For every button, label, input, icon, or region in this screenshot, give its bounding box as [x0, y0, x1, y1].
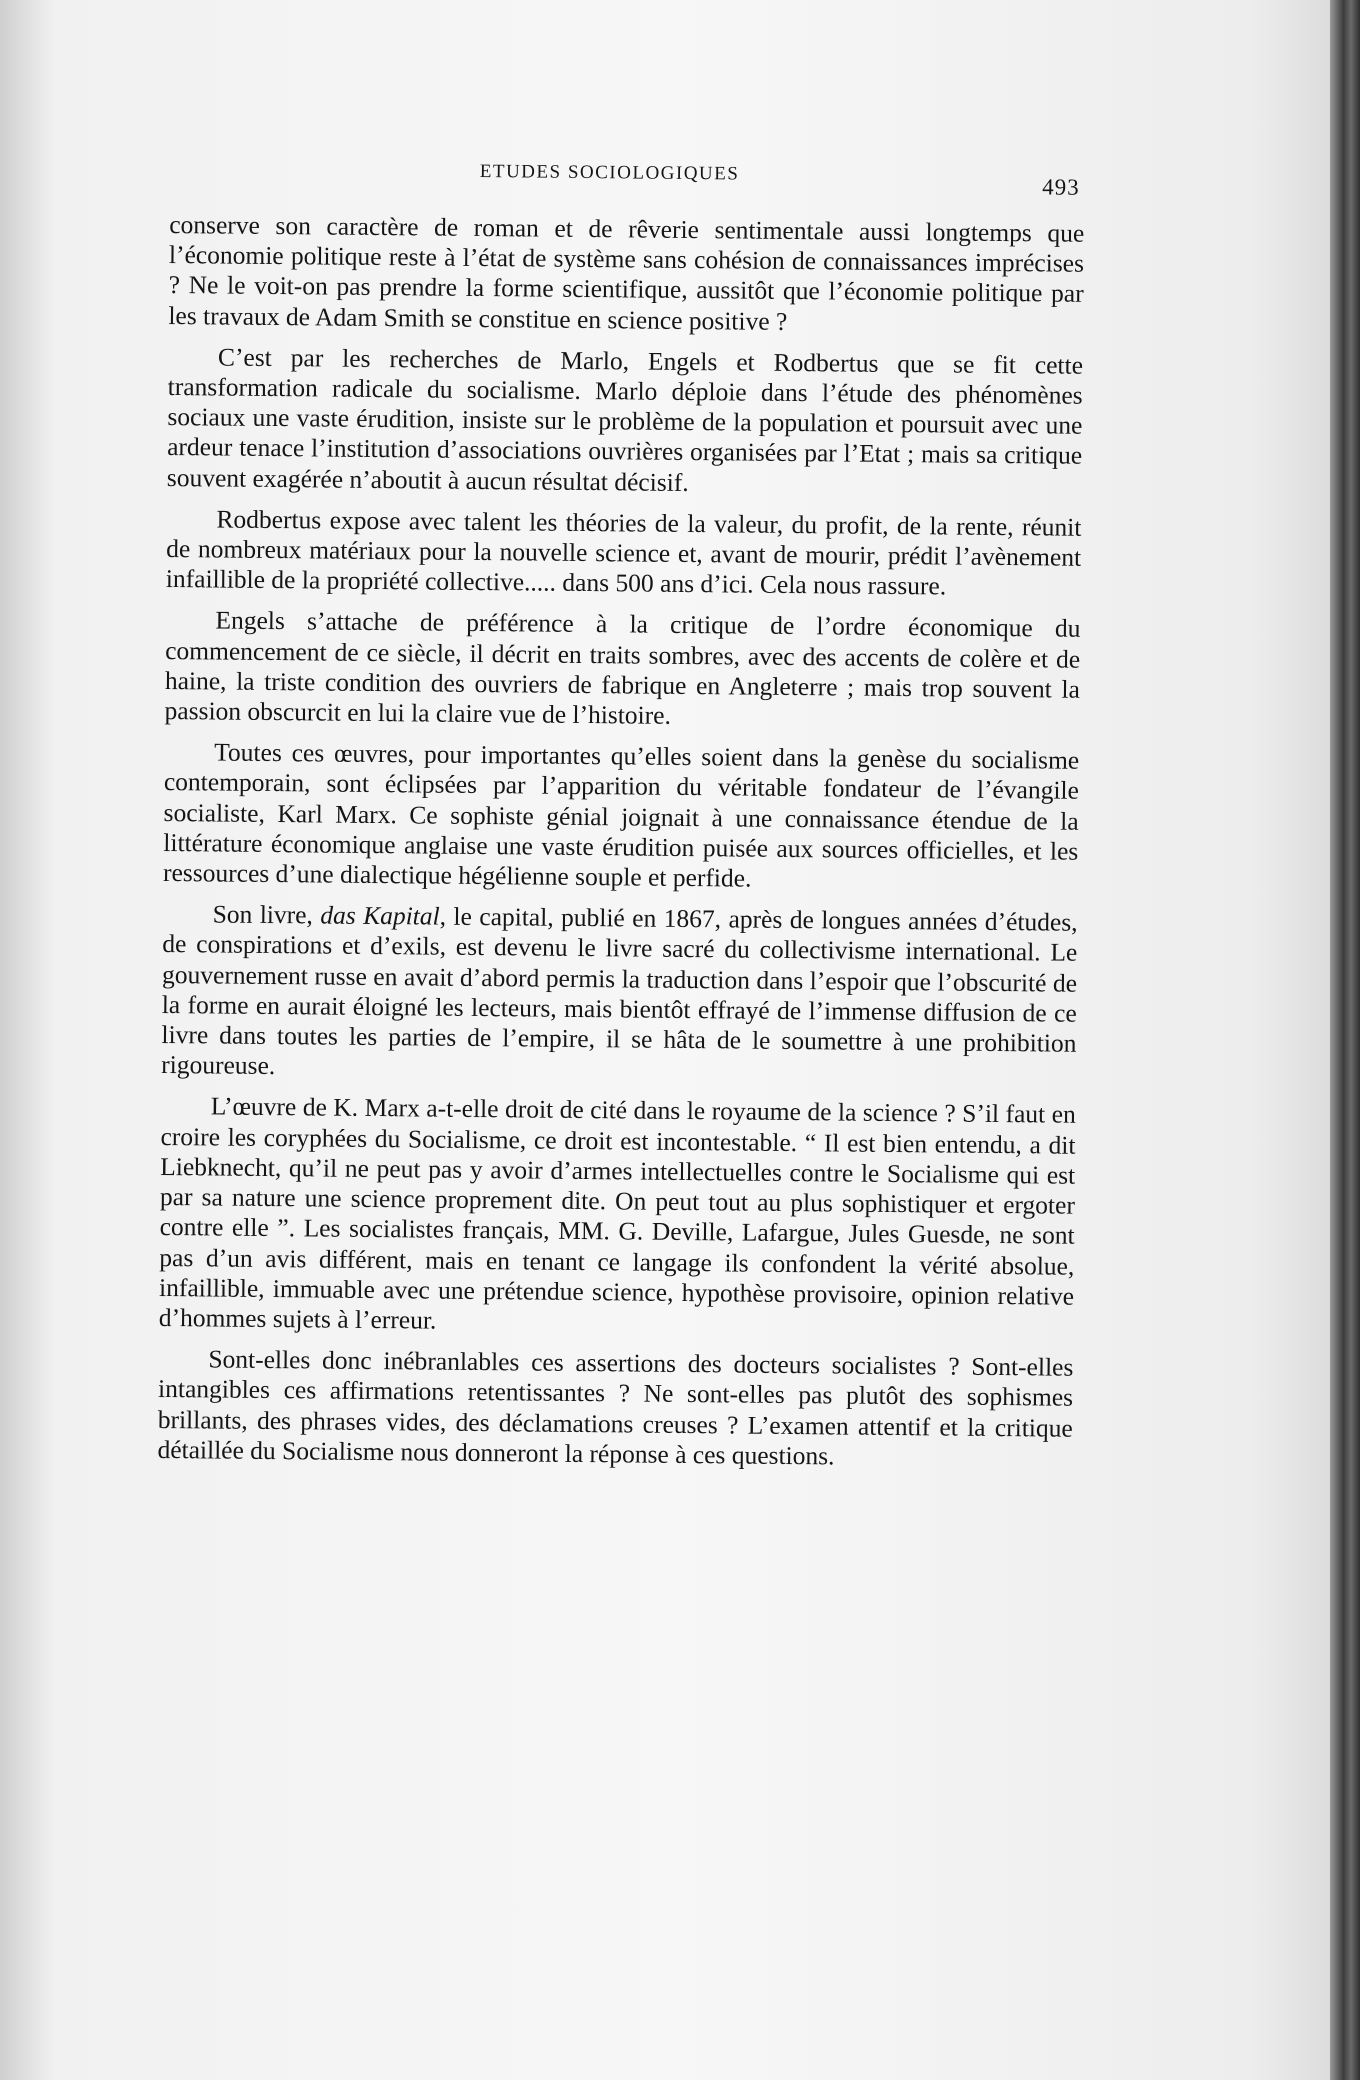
- paragraph-1: conserve son caractère de roman et de rêverie sentimentale aussi longtemps que l’économie politique reste à l’état de système sans cohésion de connaissances imprécises ? Ne le voit-on pas prendre la forme scientifique, aussitôt que l’économie politique par les travaux de Adam Smith se constitue en science positive ?: [168, 209, 1085, 336]
- book-title-das-kapital: das Kapital: [320, 900, 440, 931]
- paragraph-8: Sont-elles donc inébranlables ces assertions des docteurs socialistes ? Sont-elles intangibles ces affirmations retentissantes ? Ne sont-elles pas plutôt des sophismes brillants, des phrases vides, des déclamations creuses ? L’examen attentif et la critique détaillée du Socialisme nous donneront la réponse à ces questions.: [157, 1344, 1074, 1471]
- paragraph-6: [161, 899, 1078, 1089]
- paragraph-3: Rodbertus expose avec talent les théories de la valeur, du profit, de la rente, réunit de nombreux matériaux pour la nouvelle science et, avant de mourir, prédit l’avènement infaillible de la propriété collective..... dans 500 ans d’ici. Cela nous rassure.: [165, 504, 1082, 601]
- running-head: [169, 150, 1085, 219]
- paragraph-7: L’œuvre de K. Marx a-t-elle droit de cité dans le royaume de la science ? S’il faut en croire les coryphées du Socialisme, ce droit est incontestable. “ Il est bien entendu, a dit Liebknecht, qu’il ne peut pas y avoir d’armes intellectuelles contre le Socialisme qui est par sa nature une science proprement dite. On peut tout au plus sophistiquer et ergoter contre elle ”. Les socialistes français, MM. G. Deville, Lafargue, Jules Guesde, ne sont pas d’un avis différent, mais en tenant ce langage ils confondent la vérité absolue, infaillible, immuable avec une prétendue science, hypothèse provisoire, opinion relative d’hommes sujets à l’erreur.: [158, 1091, 1076, 1335]
- running-head-title: ETUDES SOCIOLOGIQUES: [479, 160, 740, 185]
- book-page: [157, 150, 1085, 1485]
- paragraph-4: Engels s’attache de préférence à la critique de l’ordre économique du commencement de ce siècle, il décrit en traits sombres, avec des accents de colère et de haine, la triste condition des ouvriers de fabrique en Angleterre ; mais trop souvent la passion obscurcit en lui la claire vue de l’histoire.: [164, 605, 1081, 730]
- paragraph-5: Toutes ces œuvres, pour importantes qu’elles soient dans la genèse du socialisme contemporain, sont éclipsées par l’apparition du véritable fondateur de l’évangile socialiste, Karl Marx. Ce sophiste génial joignait à une connaissance étendue de la littérature économique anglaise une vaste érudition puisée aux sources officielles, et les ressources d’une dialectique hégélienne souple et perfide.: [162, 737, 1080, 893]
- paragraph-6-start: Son livre,: [212, 899, 321, 930]
- paragraph-6-rest: , le capital, publié en 1867, après de longues années d’études, de conspirations et d’exils, est devenu le livre sacré du collectivisme international. Le gouvernement russe en avait d’abord permis la traduction dans l’espoir que l’obscurité de la forme en aurait éloigné les lecteurs, mais bientôt effrayé de l’immense diffusion de ce livre dans toutes les parties de l’empire, il se hâta de le soumettre à une prohibition rigoureuse.: [161, 901, 1078, 1081]
- paragraph-2: C’est par les recherches de Marlo, Engels et Rodbertus que se fit cette transformation radicale du socialisme. Marlo déploie dans l’étude des phénomènes sociaux une vaste érudition, insiste sur le problème de la population et poursuit avec une ardeur tenace l’institution d’associations ouvrières organisées par l’Etat ; mais sa critique souvent exagérée n’aboutit à aucun résultat décisif.: [166, 342, 1084, 497]
- page-number: 493: [1042, 174, 1080, 200]
- book-binding-edge: [1330, 0, 1360, 2080]
